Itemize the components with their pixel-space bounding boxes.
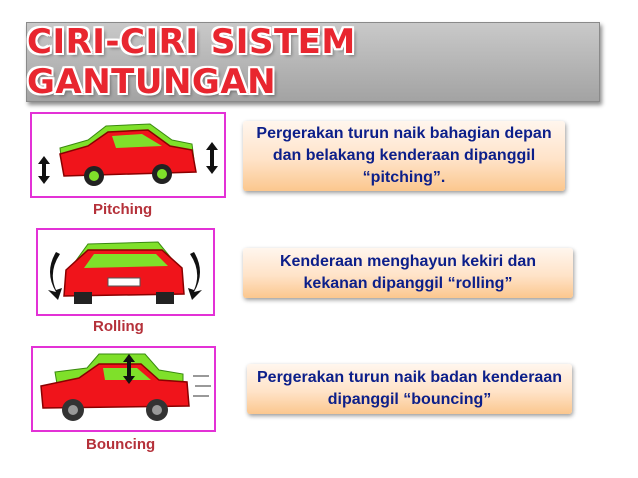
- bouncing-picture: [31, 346, 216, 432]
- pitching-description: Pergerakan turun naik bahagian depan dan belakang kenderaan dipanggil “pitching”.: [256, 125, 552, 186]
- pitching-description-box: [243, 121, 565, 191]
- bouncing-label: Bouncing: [86, 436, 156, 453]
- rolling-description-box: [243, 248, 573, 298]
- page-title: CIRI-CIRI SISTEM GANTUNGAN: [27, 22, 356, 102]
- pitching-label: Pitching: [93, 201, 153, 218]
- bouncing-description: Pergerakan turun naik badan kenderaan dipanggil “bouncing”: [257, 369, 562, 408]
- car-side-bouncing-icon: [33, 348, 214, 430]
- car-rear-rolling-icon: [38, 230, 213, 314]
- rolling-label: Rolling: [93, 318, 144, 335]
- car-side-pitching-icon: [32, 114, 224, 196]
- rolling-picture: [36, 228, 215, 316]
- bouncing-description-box: [247, 364, 572, 414]
- pitching-picture: [30, 112, 226, 198]
- title-banner: [26, 22, 600, 102]
- rolling-description: Kenderaan menghayun kekiri dan kekanan dipanggil “rolling”: [279, 253, 537, 292]
